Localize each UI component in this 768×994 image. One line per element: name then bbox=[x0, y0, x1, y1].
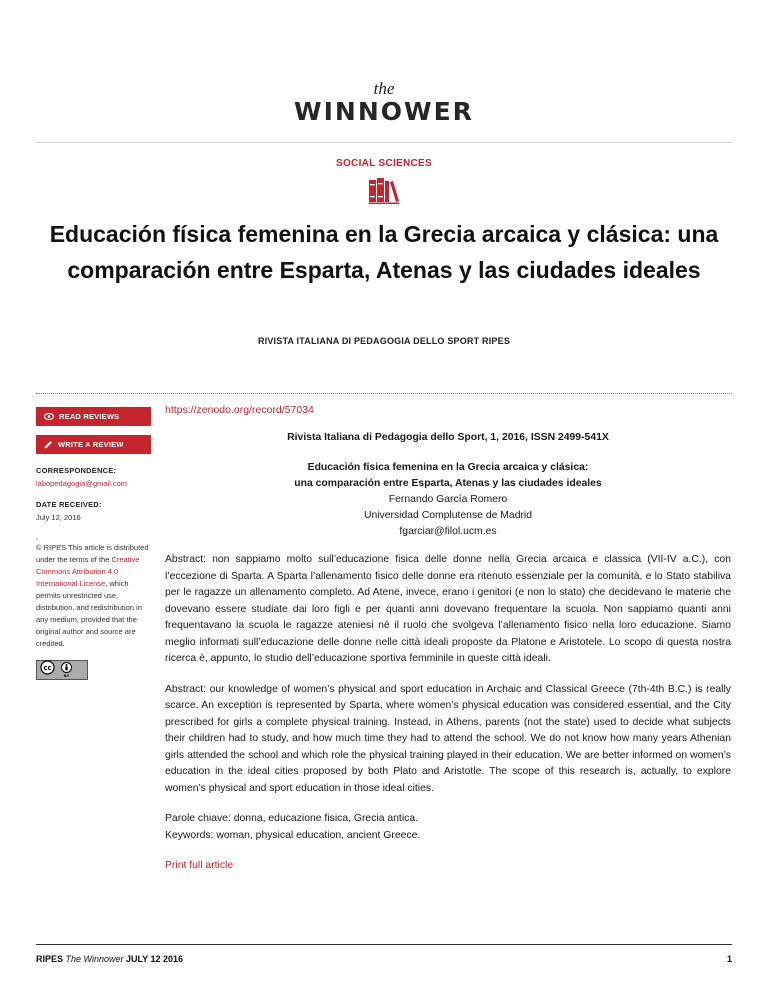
print-full-article-link[interactable]: Print full article bbox=[165, 860, 234, 871]
write-review-button[interactable] bbox=[36, 435, 151, 454]
badge-by-text: BY bbox=[63, 673, 70, 678]
zenodo-record-link[interactable]: https://zenodo.org/record/57034 bbox=[165, 404, 314, 416]
cc-icon bbox=[40, 660, 55, 680]
article-title-line-2: una comparación entre Esparta, Atenas y las ciudades ideales bbox=[294, 478, 602, 489]
article-title-line-1: Educación física femenina en la Grecia arcaica y clásica: bbox=[307, 462, 589, 473]
category-label[interactable]: SOCIAL SCIENCES bbox=[336, 158, 432, 169]
cc-license-badge[interactable] bbox=[36, 660, 88, 680]
read-reviews-button[interactable] bbox=[36, 407, 151, 426]
footer-site: The Winnower bbox=[65, 954, 124, 964]
pencil-icon bbox=[44, 440, 53, 449]
attribution-icon bbox=[61, 662, 72, 678]
author-email: fgarciar@filol.ucm.es bbox=[399, 526, 497, 537]
date-received-value: July 12, 2016 bbox=[36, 513, 81, 522]
footer-date: JULY 12 2016 bbox=[126, 954, 184, 964]
sidebar bbox=[36, 407, 151, 680]
abstract-italian: Abstract: non sappiamo molto sull’educazione fisica delle donne nella Grecia arcaica e classica (VII-IV a.C.), con l’eccezione di Sparta. A Sparta l’allenamento fisico delle donne era ritenuto essenziale per la comunità, e lo Stato stabiliva per le ragazze un allenamento completo. Ad Atene, invece, erano i genitori (e non lo stato) che decidevano le materie che dovevano essere studiate dai loro figli e per quanti anni dovevano frequentare la scuola. Non sappiamo quanti anni frequentavano la scuola le ragazze ateniesi né il ruolo che svolgeva l’allenamento fisico nella loro educazione. Siamo meglio informati sull’educazione delle donne nelle città ideali proposte da Platone e Aristotele. Lo scopo di questa nostra ricerca è, appunto, lo studio dell’educazione sportiva femminile in queste città ideali. bbox=[165, 554, 731, 664]
eye-icon bbox=[44, 413, 54, 420]
site-logo[interactable]: WINNOWER bbox=[294, 97, 474, 126]
books-icon bbox=[369, 178, 399, 209]
author-affiliation: Universidad Complutense de Madrid bbox=[363, 510, 533, 521]
separator-comma: , bbox=[36, 532, 39, 541]
keywords-english: Keywords: woman, physical education, ancient Greece. bbox=[165, 829, 421, 841]
correspondence-label: CORRESPONDENCE: bbox=[36, 466, 117, 475]
header-divider bbox=[36, 142, 732, 143]
svg-text:cc: cc bbox=[43, 664, 52, 673]
write-review-label: WRITE A REVIEW bbox=[58, 440, 124, 449]
dotted-divider bbox=[36, 393, 732, 394]
date-received-label: DATE RECEIVED: bbox=[36, 500, 102, 509]
correspondence-email-link[interactable]: labopedagogia@gmail.com bbox=[36, 479, 128, 488]
journal-name: RIVISTA ITALIANA DI PEDAGOGIA DELLO SPORT RIPES bbox=[257, 336, 511, 346]
license-text bbox=[36, 542, 151, 650]
license-suffix: , which permits unrestricted use, distribution, and redistribution in any medium, provided that the original author and source are credited. bbox=[36, 579, 142, 648]
license-prefix: © RIPES This article is distributed under the terms of the bbox=[36, 543, 149, 564]
license-link[interactable]: Creative Commons Attribution 4.0 International License bbox=[36, 555, 140, 588]
read-reviews-label: READ REVIEWS bbox=[59, 412, 120, 421]
logo-the-text: the bbox=[373, 79, 395, 98]
page-title: Educación física femenina en la Grecia arcaica y clásica: una comparación entre Esparta, Atenas y las ciudades ideales bbox=[49, 221, 719, 283]
footer-divider bbox=[36, 944, 732, 945]
footer-citation bbox=[36, 954, 183, 964]
keywords-italian: Parole chiave: donna, educazione fisica, Grecia antica. bbox=[165, 813, 418, 824]
abstract-english: Abstract: our knowledge of women’s physical and sport education in Archaic and Classical Greece (7th-4th B.C.) is really scarce. An exception is represented by Sparta, where women’s physical education was considered essential, and the City prescribed for girls a complete physical training. Instead, in Athens, parents (not the state) used to decide what subjects their children had to study, and how much time they had to attend the school. We do not know how many years Athenian girls attended the school and which role the physical training played in their education. We are better informed on women’s education in the ideal cities proposed by both Plato and Aristotle. The scope of this research is, actually, to explore women’s physical and sport education in those ideal cities. bbox=[165, 683, 731, 794]
page-number: 1 bbox=[726, 954, 732, 964]
footer-journal: RIPES bbox=[36, 954, 64, 964]
journal-citation: Rivista Italiana di Pedagogia dello Sport, 1, 2016, ISSN 2499-541X bbox=[287, 432, 609, 443]
author-name: Fernando García Romero bbox=[388, 494, 508, 505]
article-content bbox=[165, 404, 731, 871]
